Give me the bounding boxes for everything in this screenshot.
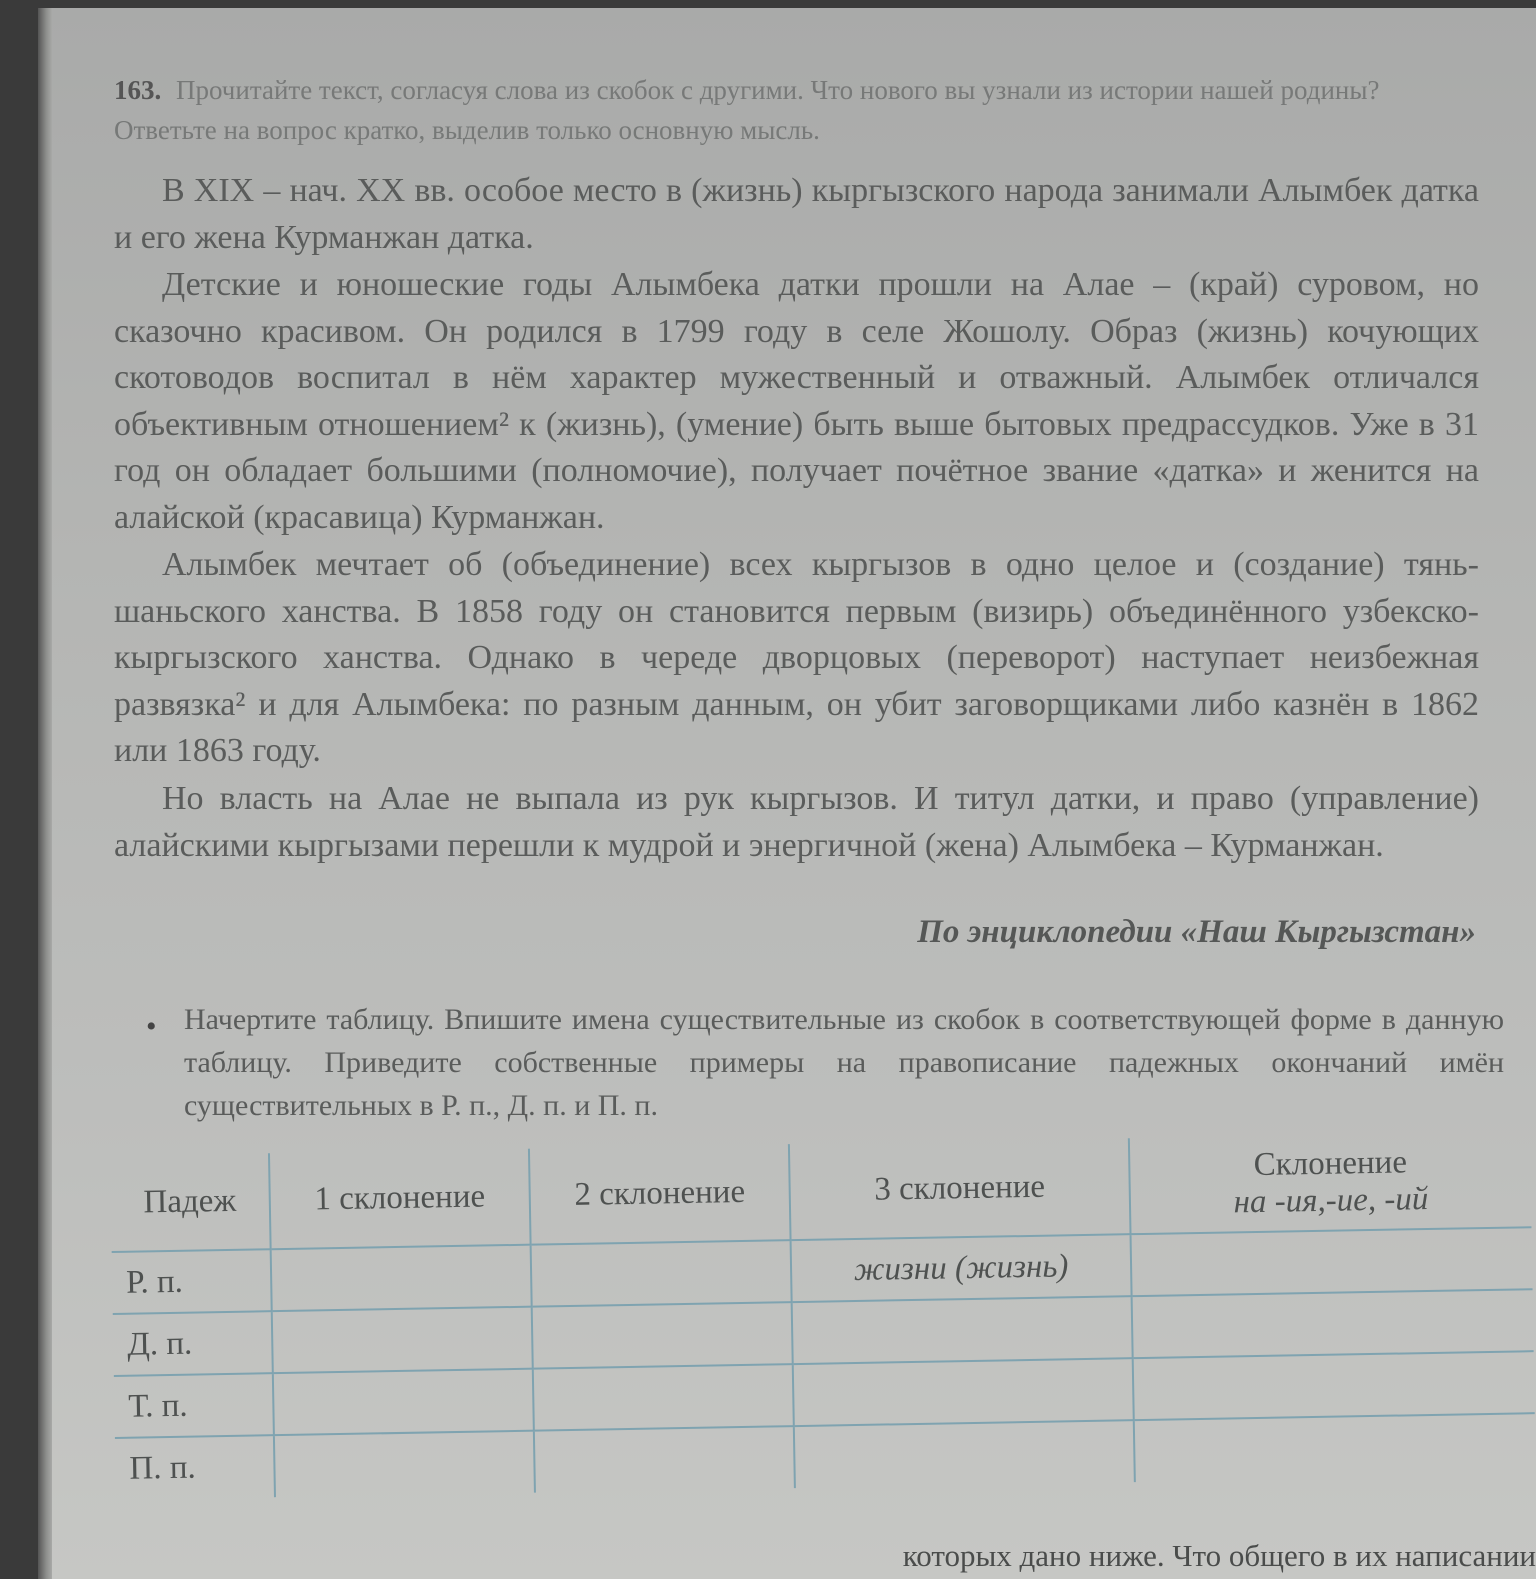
header-decl-2: 2 склонение: [529, 1144, 791, 1245]
table-cell: [534, 1426, 795, 1493]
next-task-fragment: которых дано ниже. Что общего в их написании: [902, 1538, 1536, 1573]
case-label: Т. п.: [114, 1373, 274, 1438]
book-spine: [38, 8, 52, 1579]
table-cell: [792, 1296, 1133, 1364]
paragraph-3: Алымбек мечтает об (объединение) всех кыргызов в одно целое и (создание) тянь-шаньского ханства. В 1858 году он становится первым (визирь) объединённого узбекско-кыргызского ханства. Однако в череде дворцовых (переворот) наступает неизбежная развязка² и для Алымбека: по разным данным, он убит заговорщиками либо казнён в 1862 или 1863 году.: [114, 546, 1479, 769]
table-cell: [1133, 1351, 1535, 1420]
task-header: [114, 70, 1444, 150]
example-cell: жизни (жизнь): [791, 1234, 1132, 1302]
bullet-marker: •: [146, 1010, 157, 1043]
paragraph-2: Детские и юношеские годы Алымбека датки прошли на Алае – (край) суровом, но сказочно красивом. Он родился в 1799 году в селе Жошолу. Образ (жизнь) кочующих скотоводов воспитал в нём характер мужественный и отважный. Алымбек отличался объективным отношением² к (жизнь), (умение) быть выше бытовых предрассудков. Уже в 31 год он обладает большими (полномочие), получает почётное звание «датка» и женится на алайской (красавица) Курманжан.: [114, 266, 1479, 536]
textbook-page: [38, 8, 1536, 1579]
task-number: 163.: [114, 75, 162, 105]
header-decl-special-line2: на -ия,-ие, -ий: [1233, 1180, 1429, 1220]
table-cell: [271, 1245, 532, 1312]
table-cell: [1134, 1413, 1536, 1482]
table-cell: [1131, 1227, 1533, 1296]
paragraph-1: В XIX – нач. XX вв. особое место в (жизнь) кыргызского народа занимали Алымбек датка и его жена Курманжан датка.: [114, 172, 1479, 256]
table-cell: [794, 1420, 1135, 1488]
table-cell: [1132, 1289, 1534, 1358]
task-instruction: Прочитайте текст, согласуя слова из скобок с другими. Что нового вы узнали из истории нашей родины? Ответьте на вопрос кратко, выделив только основную мысль.: [114, 75, 1380, 145]
source-citation: По энциклопедии «Наш Кыргызстан»: [917, 914, 1476, 950]
table-cell: [272, 1307, 533, 1374]
header-decl-3: 3 склонение: [789, 1138, 1131, 1240]
table-cell: [273, 1369, 534, 1436]
assignment-text: Начертите таблицу. Впишите имена существительные из скобок в соответствующей форме в данную таблицу. Приведите собственные примеры на правописание падежных окончаний имён существительных в Р. п., Д. п. и П. п.: [184, 1003, 1504, 1122]
case-label: Р. п.: [112, 1249, 272, 1314]
table-cell: [533, 1364, 794, 1431]
header-decl-special: [1129, 1131, 1532, 1234]
declension-table: [110, 1131, 1536, 1500]
header-case: Падеж: [110, 1153, 271, 1252]
paragraph-4: Но власть на Алае не выпала из рук кыргызов. И титул датки, и право (управление) алайскими кыргызами перешли к мудрой и энергичной (жена) Алымбека – Курманжан.: [114, 780, 1479, 864]
table-cell: [274, 1431, 535, 1498]
header-decl-special-line1: Склонение: [1253, 1143, 1408, 1183]
case-label: П. п.: [115, 1435, 275, 1500]
table-cell: [532, 1302, 793, 1369]
table-cell: [531, 1240, 792, 1307]
header-decl-1: 1 склонение: [269, 1149, 531, 1250]
case-label: Д. п.: [113, 1311, 273, 1376]
table-cell: [793, 1358, 1134, 1426]
